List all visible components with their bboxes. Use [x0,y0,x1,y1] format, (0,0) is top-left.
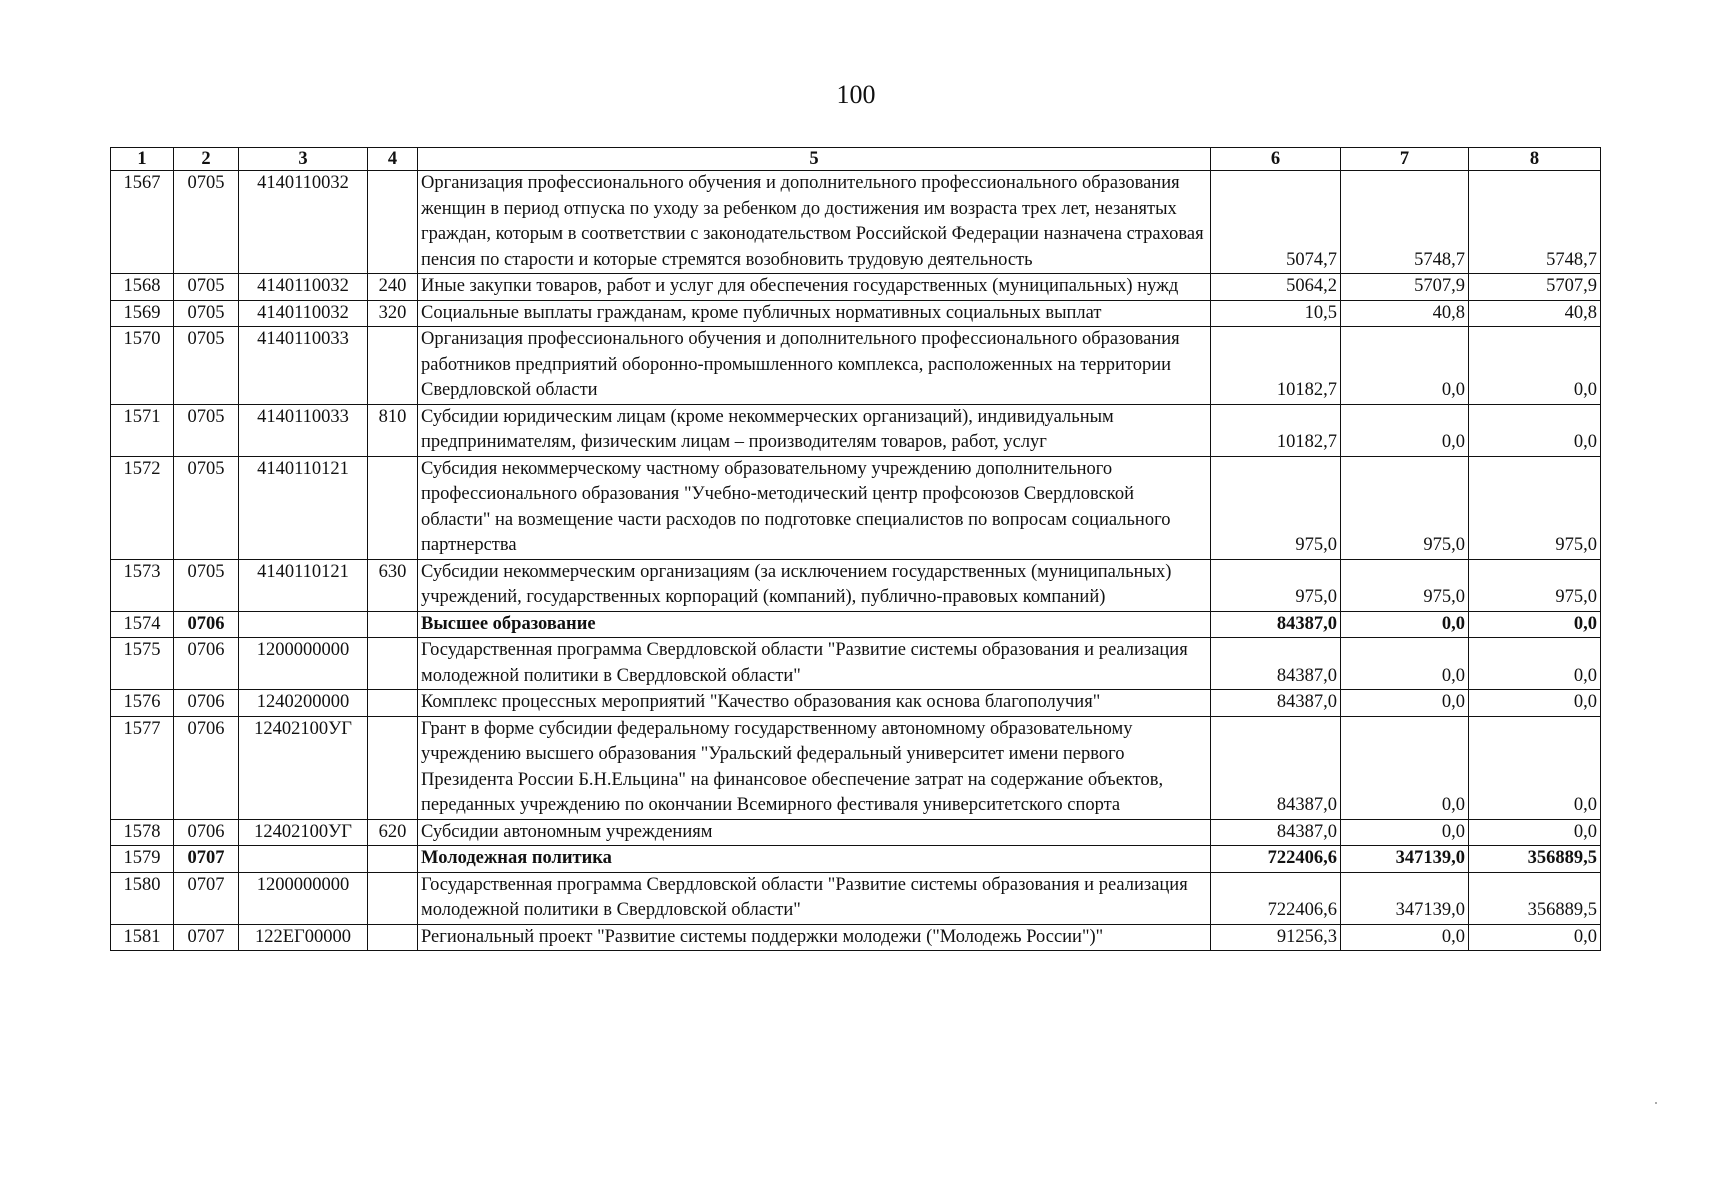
page-number: 100 [836,80,876,109]
row-number-cell: 1567 [111,171,174,274]
target-code-cell: 122ЕГ00000 [239,924,368,951]
amount-year2-cell: 0,0 [1341,638,1469,690]
table-row [111,638,1601,690]
item-name-cell: Молодежная политика [418,846,1211,873]
expense-type-cell [368,456,418,559]
amount-year3-cell: 5707,9 [1469,274,1601,301]
row-number-cell: 1575 [111,638,174,690]
row-number-cell: 1578 [111,819,174,846]
item-name-cell: Субсидии юридическим лицам (кроме некоммерческих организаций), индивидуальным предпринимателям, физическим лицам – производителям товаров, работ, услуг [418,404,1211,456]
amount-year1-cell: 91256,3 [1211,924,1341,951]
target-code-cell [239,611,368,638]
table-row [111,274,1601,301]
table-row [111,872,1601,924]
target-code-cell: 1200000000 [239,638,368,690]
item-name-cell: Региональный проект "Развитие системы поддержки молодежи ("Молодежь России")" [418,924,1211,951]
amount-year3-cell: 40,8 [1469,300,1601,327]
section-code-cell: 0707 [174,924,239,951]
item-name-cell: Субсидии автономным учреждениям [418,819,1211,846]
target-code-cell: 1240200000 [239,690,368,717]
amount-year3-cell: 356889,5 [1469,872,1601,924]
amount-year2-cell: 0,0 [1341,716,1469,819]
amount-year3-cell: 0,0 [1469,638,1601,690]
amount-year1-cell: 10182,7 [1211,404,1341,456]
section-code-cell: 0707 [174,846,239,873]
amount-year2-cell: 5748,7 [1341,171,1469,274]
item-name-cell: Субсидии некоммерческим организациям (за исключением государственных (муниципальных) учреждений, государственных корпораций (компаний), публично-правовых компаний) [418,559,1211,611]
amount-year1-cell: 5064,2 [1211,274,1341,301]
table-row [111,171,1601,274]
section-code-cell: 0705 [174,171,239,274]
column-header-8: 8 [1469,148,1601,171]
row-number-cell: 1569 [111,300,174,327]
row-number-cell: 1571 [111,404,174,456]
amount-year2-cell: 975,0 [1341,559,1469,611]
expense-type-cell [368,327,418,405]
column-header-6: 6 [1211,148,1341,171]
table-row [111,819,1601,846]
row-number-cell: 1581 [111,924,174,951]
amount-year2-cell: 347139,0 [1341,872,1469,924]
table-row [111,559,1601,611]
expense-type-cell [368,611,418,638]
target-code-cell: 4140110033 [239,327,368,405]
amount-year1-cell: 5074,7 [1211,171,1341,274]
amount-year2-cell: 0,0 [1341,924,1469,951]
amount-year3-cell: 356889,5 [1469,846,1601,873]
section-code-cell: 0705 [174,300,239,327]
amount-year2-cell: 347139,0 [1341,846,1469,873]
amount-year3-cell: 0,0 [1469,924,1601,951]
amount-year3-cell: 0,0 [1469,611,1601,638]
row-number-cell: 1580 [111,872,174,924]
amount-year2-cell: 40,8 [1341,300,1469,327]
table-row [111,327,1601,405]
expense-type-cell [368,171,418,274]
amount-year1-cell: 975,0 [1211,559,1341,611]
amount-year1-cell: 84387,0 [1211,819,1341,846]
column-header-2: 2 [174,148,239,171]
column-header-1: 1 [111,148,174,171]
amount-year1-cell: 10,5 [1211,300,1341,327]
expense-type-cell [368,924,418,951]
amount-year1-cell: 722406,6 [1211,872,1341,924]
target-code-cell: 12402100УГ [239,819,368,846]
target-code-cell: 12402100УГ [239,716,368,819]
target-code-cell: 4140110032 [239,171,368,274]
expense-type-cell: 240 [368,274,418,301]
amount-year2-cell: 0,0 [1341,611,1469,638]
scan-speck [1655,1102,1657,1104]
item-name-cell: Социальные выплаты гражданам, кроме публичных нормативных социальных выплат [418,300,1211,327]
section-code-cell: 0706 [174,611,239,638]
table-body [111,171,1601,951]
expense-type-cell [368,716,418,819]
amount-year2-cell: 5707,9 [1341,274,1469,301]
section-code-cell: 0706 [174,716,239,819]
section-code-cell: 0705 [174,559,239,611]
amount-year2-cell: 0,0 [1341,404,1469,456]
table-row [111,611,1601,638]
amount-year2-cell: 0,0 [1341,819,1469,846]
row-number-cell: 1572 [111,456,174,559]
amount-year2-cell: 0,0 [1341,327,1469,405]
table-row [111,300,1601,327]
row-number-cell: 1577 [111,716,174,819]
column-header-3: 3 [239,148,368,171]
expense-type-cell [368,690,418,717]
section-code-cell: 0705 [174,327,239,405]
row-number-cell: 1568 [111,274,174,301]
section-code-cell: 0706 [174,690,239,717]
budget-table [110,147,1601,951]
amount-year1-cell: 975,0 [1211,456,1341,559]
target-code-cell: 1200000000 [239,872,368,924]
amount-year2-cell: 0,0 [1341,690,1469,717]
section-code-cell: 0705 [174,274,239,301]
expense-type-cell: 810 [368,404,418,456]
amount-year1-cell: 84387,0 [1211,611,1341,638]
section-code-cell: 0707 [174,872,239,924]
amount-year1-cell: 722406,6 [1211,846,1341,873]
expense-type-cell [368,638,418,690]
amount-year3-cell: 5748,7 [1469,171,1601,274]
item-name-cell: Субсидия некоммерческому частному образовательному учреждению дополнительного профессионального образования "Учебно-методический центр профсоюзов Свердловской области" на возмещение части расходов по подготовке специалистов по вопросам социального партнерства [418,456,1211,559]
amount-year2-cell: 975,0 [1341,456,1469,559]
column-header-7: 7 [1341,148,1469,171]
table-row [111,924,1601,951]
section-code-cell: 0706 [174,638,239,690]
item-name-cell: Иные закупки товаров, работ и услуг для обеспечения государственных (муниципальных) нужд [418,274,1211,301]
amount-year3-cell: 0,0 [1469,819,1601,846]
row-number-cell: 1574 [111,611,174,638]
table-row [111,716,1601,819]
expense-type-cell: 620 [368,819,418,846]
item-name-cell: Организация профессионального обучения и дополнительного профессионального образования женщин в период отпуска по уходу за ребенком до достижения им возраста трех лет, незанятых граждан, которым в соответствии с законодательством Российской Федерации назначена страховая пенсия по старости и которые стремятся возобновить трудовую деятельность [418,171,1211,274]
amount-year3-cell: 0,0 [1469,404,1601,456]
amount-year1-cell: 84387,0 [1211,638,1341,690]
amount-year3-cell: 975,0 [1469,456,1601,559]
target-code-cell: 4140110033 [239,404,368,456]
table-row [111,404,1601,456]
section-code-cell: 0706 [174,819,239,846]
expense-type-cell [368,846,418,873]
column-header-4: 4 [368,148,418,171]
target-code-cell: 4140110032 [239,274,368,301]
expense-type-cell: 630 [368,559,418,611]
table-row [111,846,1601,873]
amount-year1-cell: 84387,0 [1211,690,1341,717]
row-number-cell: 1576 [111,690,174,717]
amount-year3-cell: 0,0 [1469,327,1601,405]
expense-type-cell [368,872,418,924]
target-code-cell: 4140110032 [239,300,368,327]
item-name-cell: Организация профессионального обучения и дополнительного профессионального образования работников предприятий оборонно-промышленного комплекса, расположенных на территории Свердловской области [418,327,1211,405]
row-number-cell: 1579 [111,846,174,873]
amount-year3-cell: 0,0 [1469,690,1601,717]
section-code-cell: 0705 [174,404,239,456]
amount-year3-cell: 0,0 [1469,716,1601,819]
item-name-cell: Государственная программа Свердловской области "Развитие системы образования и реализация молодежной политики в Свердловской области" [418,872,1211,924]
target-code-cell [239,846,368,873]
column-header-5: 5 [418,148,1211,171]
header-row [111,148,1601,171]
row-number-cell: 1573 [111,559,174,611]
item-name-cell: Высшее образование [418,611,1211,638]
table-row [111,456,1601,559]
item-name-cell: Комплекс процессных мероприятий "Качество образования как основа благополучия" [418,690,1211,717]
item-name-cell: Государственная программа Свердловской области "Развитие системы образования и реализация молодежной политики в Свердловской области" [418,638,1211,690]
expense-type-cell: 320 [368,300,418,327]
amount-year1-cell: 84387,0 [1211,716,1341,819]
amount-year1-cell: 10182,7 [1211,327,1341,405]
target-code-cell: 4140110121 [239,559,368,611]
target-code-cell: 4140110121 [239,456,368,559]
section-code-cell: 0705 [174,456,239,559]
item-name-cell: Грант в форме субсидии федеральному государственному автономному образовательному учреждению высшего образования "Уральский федеральный университет имени первого Президента России Б.Н.Ельцина" на финансовое обеспечение затрат на содержание объектов, переданных учреждению по окончании Всемирного фестиваля университетского спорта [418,716,1211,819]
row-number-cell: 1570 [111,327,174,405]
amount-year3-cell: 975,0 [1469,559,1601,611]
table-row [111,690,1601,717]
